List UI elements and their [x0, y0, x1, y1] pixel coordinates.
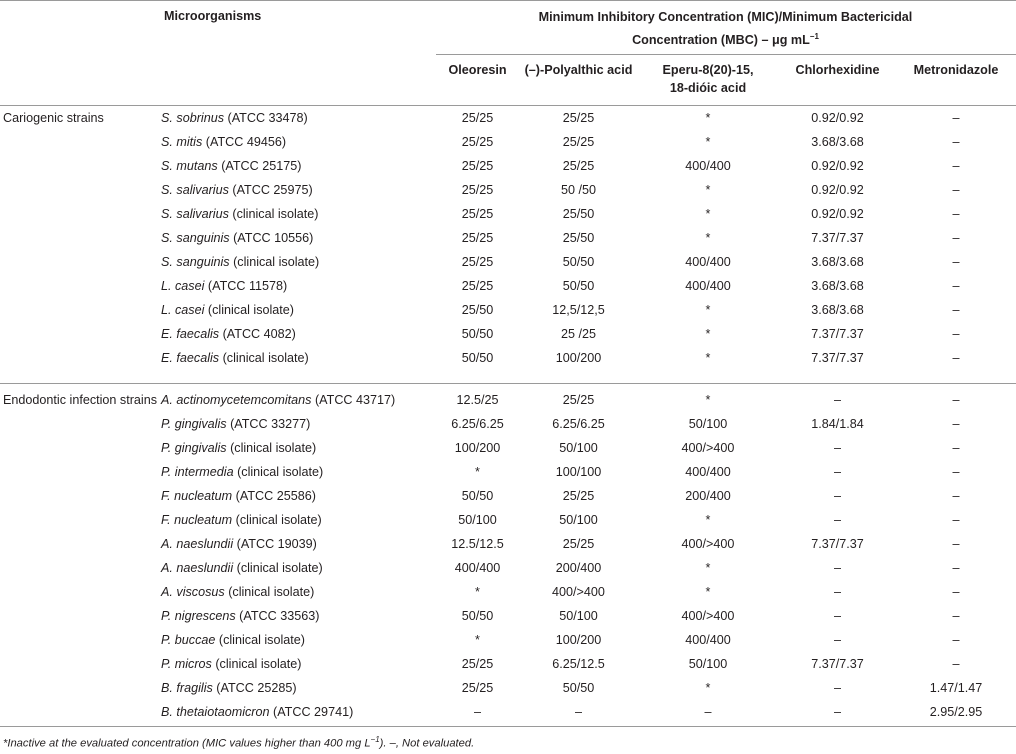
organism-cell	[160, 604, 435, 628]
species-name: B. fragilis	[161, 681, 213, 695]
strain-label: (ATCC 11578)	[204, 279, 288, 293]
value-cell: 25/25	[461, 681, 494, 695]
strain-label: (ATCC 43717)	[311, 393, 396, 407]
value-cell: 25/50	[562, 207, 595, 221]
species-name: S. sanguinis	[161, 255, 230, 269]
mic-mbc-header: Minimum Inhibitory Concentration (MIC)/Minimum Bactericidal Concentration (MBC) – μg $mL^{-1}$	[538, 10, 913, 48]
value-cell: –	[952, 633, 960, 647]
value-cell: 400/400	[685, 159, 731, 173]
value-cell: 25/25	[461, 159, 494, 173]
header-row-2	[0, 56, 1016, 106]
value-cell: *	[705, 513, 711, 527]
table-row	[0, 322, 1016, 346]
value-cell: *	[705, 681, 711, 695]
strain-label: (clinical isolate)	[204, 303, 294, 317]
value-cell: 25/50	[461, 303, 494, 317]
table-row	[0, 532, 1016, 556]
value-cell: 50/50	[461, 609, 494, 623]
table-row	[0, 412, 1016, 436]
value-cell: –	[833, 441, 841, 455]
value-cell: 7.37/7.37	[811, 327, 864, 341]
strain-label: (ATCC 33277)	[226, 417, 311, 431]
value-cell: *	[705, 393, 711, 407]
value-cell: 25/25	[562, 159, 595, 173]
strain-label: (ATCC 25285)	[212, 681, 297, 695]
value-cell: *	[475, 585, 480, 599]
value-cell: 400/400	[685, 633, 731, 647]
value-cell: 50/50	[461, 489, 494, 503]
value-cell: 25/25	[562, 111, 595, 125]
species-name: F. nucleatum	[161, 513, 233, 527]
value-cell: 3.68/3.68	[811, 279, 864, 293]
species-name: S. salivarius	[161, 183, 229, 197]
value-cell: 50/100	[559, 513, 598, 527]
organism-cell	[160, 676, 435, 700]
value-cell: 25/25	[461, 111, 494, 125]
species-name: S. mutans	[161, 159, 218, 173]
organism-cell	[160, 532, 435, 556]
value-cell: 7.37/7.37	[811, 537, 864, 551]
value-cell: –	[952, 657, 960, 671]
table-row	[0, 130, 1016, 154]
table-bottom-rule	[0, 727, 1016, 728]
strain-label: (clinical isolate)	[226, 441, 317, 455]
table-row	[0, 106, 1016, 130]
value-cell: 25/25	[562, 537, 595, 551]
value-cell: 12,5/12,5	[552, 303, 605, 317]
strain-label: (ATCC 25175)	[217, 159, 302, 173]
value-cell: 12.5/25	[456, 393, 499, 407]
value-cell: 7.37/7.37	[811, 231, 864, 245]
value-cell: 400/400	[685, 465, 731, 479]
group-label: Cariogenic strains	[3, 111, 104, 125]
value-cell: *	[705, 207, 711, 221]
strain-label: (ATCC 4082)	[219, 327, 296, 341]
organism-cell	[160, 322, 435, 346]
value-cell: –	[952, 279, 960, 293]
value-cell: –	[952, 393, 960, 407]
table-row	[0, 274, 1016, 298]
value-cell: *	[705, 135, 711, 149]
value-cell: 6.25/12.5	[552, 657, 605, 671]
strain-label: (clinical isolate)	[211, 657, 302, 671]
value-cell: –	[833, 609, 841, 623]
organism-cell	[160, 106, 435, 130]
table-row	[0, 700, 1016, 724]
footnote: *Inactive at the evaluated concentration (MIC values higher than 400 mg $L^{-1}$). –, Not evaluated.	[3, 735, 475, 750]
strain-label: (clinical isolate)	[224, 585, 315, 599]
species-name: P. buccae	[161, 633, 216, 647]
organism-cell	[160, 388, 435, 412]
value-cell: –	[952, 609, 960, 623]
table-row	[0, 436, 1016, 460]
value-cell: 6.25/6.25	[451, 417, 504, 431]
value-cell: *	[475, 465, 480, 479]
value-cell: *	[705, 111, 711, 125]
value-cell: 25/25	[562, 489, 595, 503]
species-name: P. intermedia	[161, 465, 234, 479]
organism-cell	[160, 436, 435, 460]
value-cell: –	[952, 585, 960, 599]
value-cell: 0.92/0.92	[811, 183, 864, 197]
species-name: S. salivarius	[161, 207, 229, 221]
table-row	[0, 388, 1016, 412]
value-cell: 25/25	[562, 393, 595, 407]
value-cell: 400/400	[685, 255, 731, 269]
value-cell: 50/50	[562, 279, 595, 293]
value-cell: –	[473, 705, 481, 719]
organism-cell	[160, 178, 435, 202]
value-cell: 100/200	[454, 441, 501, 455]
value-cell: –	[833, 633, 841, 647]
strain-label: (clinical isolate)	[228, 207, 319, 221]
table-row	[0, 604, 1016, 628]
value-cell: 0.92/0.92	[811, 111, 864, 125]
value-cell: 3.68/3.68	[811, 135, 864, 149]
strain-label: (ATCC 29741)	[269, 705, 354, 719]
value-cell: –	[952, 231, 960, 245]
organism-cell	[160, 226, 435, 250]
value-cell: *	[705, 351, 711, 365]
table-row	[0, 250, 1016, 274]
value-cell: –	[952, 303, 960, 317]
value-cell: 400/>400	[681, 537, 735, 551]
value-cell: 7.37/7.37	[811, 657, 864, 671]
organism-cell	[160, 202, 435, 226]
value-cell: 7.37/7.37	[811, 351, 864, 365]
table-row	[0, 676, 1016, 700]
species-name: S. mitis	[161, 135, 203, 149]
strain-label: (ATCC 33563)	[235, 609, 320, 623]
species-name: E. faecalis	[161, 327, 220, 341]
organism-cell	[160, 130, 435, 154]
value-cell: –	[574, 705, 582, 719]
species-name: E. faecalis	[161, 351, 220, 365]
value-cell: 50/50	[461, 351, 494, 365]
value-cell: –	[952, 441, 960, 455]
table-row	[0, 508, 1016, 532]
species-name: P. gingivalis	[161, 441, 227, 455]
organism-cell	[160, 484, 435, 508]
value-cell: 100/100	[555, 465, 602, 479]
species-name: A. actinomycetemcomitans	[161, 393, 312, 407]
table-row	[0, 346, 1016, 370]
species-name: L. casei	[161, 303, 205, 317]
value-cell: –	[952, 327, 960, 341]
value-cell: 25/25	[562, 135, 595, 149]
value-cell: *	[705, 183, 711, 197]
value-cell: 50/100	[688, 417, 728, 431]
strain-label: (clinical isolate)	[215, 633, 305, 647]
table-row	[0, 628, 1016, 652]
table-row	[0, 580, 1016, 604]
value-cell: 100/200	[555, 351, 602, 365]
table-row	[0, 484, 1016, 508]
species-name: A. viscosus	[161, 585, 225, 599]
value-cell: –	[952, 561, 960, 575]
value-cell: 400/>400	[681, 441, 735, 455]
value-cell: 25/25	[461, 279, 494, 293]
value-cell: –	[952, 489, 960, 503]
value-cell: 50/100	[559, 609, 598, 623]
organism-cell	[160, 580, 435, 604]
organism-cell	[160, 274, 435, 298]
value-cell: 25/50	[562, 231, 595, 245]
value-cell: 50/50	[562, 681, 595, 695]
col-oleoresin-header: Oleoresin	[448, 63, 507, 77]
value-cell: 200/400	[555, 561, 602, 575]
strain-label: (clinical isolate)	[229, 255, 320, 269]
strain-label: (ATCC 10556)	[229, 231, 314, 245]
species-name: P. micros	[161, 657, 212, 671]
value-cell: 400/400	[454, 561, 501, 575]
microorganisms-header: Microorganisms	[164, 9, 262, 23]
organism-cell	[160, 556, 435, 580]
value-cell: –	[952, 417, 960, 431]
header-rule	[436, 54, 1016, 55]
table-row	[0, 202, 1016, 226]
value-cell: –	[704, 705, 712, 719]
species-name: S. sobrinus	[161, 111, 224, 125]
value-cell: –	[833, 585, 841, 599]
value-cell: –	[952, 159, 960, 173]
value-cell: –	[833, 561, 841, 575]
value-cell: –	[952, 465, 960, 479]
table-row	[0, 298, 1016, 322]
strain-label: (ATCC 49456)	[202, 135, 287, 149]
value-cell: –	[952, 351, 960, 365]
value-cell: 50/50	[562, 255, 595, 269]
value-cell: 200/400	[685, 489, 731, 503]
value-cell: 25/25	[461, 657, 494, 671]
value-cell: 0.92/0.92	[811, 159, 864, 173]
value-cell: 25 /25	[560, 327, 596, 341]
value-cell: –	[833, 705, 841, 719]
species-name: P. nigrescens	[161, 609, 236, 623]
value-cell: 50 /50	[560, 183, 596, 197]
species-name: A. naeslundii	[161, 537, 234, 551]
value-cell: *	[475, 633, 480, 647]
value-cell: 400/>400	[552, 585, 605, 599]
value-cell: –	[833, 513, 841, 527]
value-cell: 25/25	[461, 255, 494, 269]
value-cell: 25/25	[461, 207, 494, 221]
value-cell: –	[952, 135, 960, 149]
species-name: S. sanguinis	[161, 231, 230, 245]
value-cell: 0.92/0.92	[811, 207, 864, 221]
value-cell: 12.5/12.5	[451, 537, 504, 551]
value-cell: 100/200	[555, 633, 602, 647]
organism-cell	[160, 508, 435, 532]
value-cell: *	[705, 303, 711, 317]
value-cell: 1.47/1.47	[929, 681, 983, 695]
organism-cell	[160, 628, 435, 652]
organism-cell	[160, 346, 435, 370]
organism-cell	[160, 460, 435, 484]
table-row	[0, 556, 1016, 580]
col-metronidazole-header: Metronidazole	[913, 63, 999, 77]
col-chlorhexidine-header: Chlorhexidine	[795, 63, 880, 77]
value-cell: –	[952, 513, 960, 527]
strain-label: (ATCC 33478)	[224, 111, 308, 125]
table-row	[0, 178, 1016, 202]
species-name: F. nucleatum	[161, 489, 233, 503]
value-cell: –	[833, 681, 841, 695]
value-cell: 6.25/6.25	[552, 417, 605, 431]
value-cell: –	[952, 111, 960, 125]
value-cell: 25/25	[461, 135, 494, 149]
strain-label: (ATCC 25975)	[228, 183, 313, 197]
header-row-1	[0, 1, 1016, 56]
organism-cell	[160, 412, 435, 436]
value-cell: *	[705, 231, 711, 245]
value-cell: –	[952, 207, 960, 221]
table-row	[0, 652, 1016, 676]
value-cell: *	[705, 585, 711, 599]
value-cell: –	[952, 255, 960, 269]
value-cell: 2.95/2.95	[929, 705, 983, 719]
organism-cell	[160, 652, 435, 676]
value-cell: 400/>400	[681, 609, 735, 623]
organism-cell	[160, 154, 435, 178]
group-label: Endodontic infection strains	[3, 393, 158, 407]
strain-label: (clinical isolate)	[233, 465, 324, 479]
organism-cell	[160, 298, 435, 322]
strain-label: (ATCC 25586)	[232, 489, 316, 503]
species-name: A. naeslundii	[161, 561, 234, 575]
table-row	[0, 154, 1016, 178]
value-cell: *	[705, 327, 711, 341]
strain-label: (clinical isolate)	[232, 513, 322, 527]
value-cell: –	[833, 393, 841, 407]
organism-cell	[160, 700, 435, 724]
value-cell: 25/25	[461, 183, 494, 197]
species-name: P. gingivalis	[161, 417, 227, 431]
value-cell: –	[833, 489, 841, 503]
col-polyalthic-header: (–)-Polyalthic acid	[524, 63, 633, 77]
value-cell: 25/25	[461, 231, 494, 245]
value-cell: 50/100	[688, 657, 728, 671]
strain-label: (clinical isolate)	[219, 351, 309, 365]
species-name: B. thetaiotaomicron	[161, 705, 270, 719]
value-cell: 50/100	[458, 513, 497, 527]
value-cell: 50/50	[461, 327, 494, 341]
value-cell: 50/100	[559, 441, 598, 455]
strain-label: (clinical isolate)	[233, 561, 323, 575]
table-row	[0, 460, 1016, 484]
organism-cell	[160, 250, 435, 274]
col-eperu-header: Eperu-8(20)-15, 18-dióic acid	[662, 63, 754, 95]
species-name: L. casei	[161, 279, 205, 293]
strain-label: (ATCC 19039)	[233, 537, 317, 551]
value-cell: –	[952, 537, 960, 551]
value-cell: –	[833, 465, 841, 479]
value-cell: –	[952, 183, 960, 197]
value-cell: 400/400	[685, 279, 731, 293]
value-cell: *	[705, 561, 711, 575]
table-row	[0, 226, 1016, 250]
value-cell: 1.84/1.84	[811, 417, 864, 431]
value-cell: 3.68/3.68	[811, 255, 864, 269]
value-cell: 3.68/3.68	[811, 303, 864, 317]
